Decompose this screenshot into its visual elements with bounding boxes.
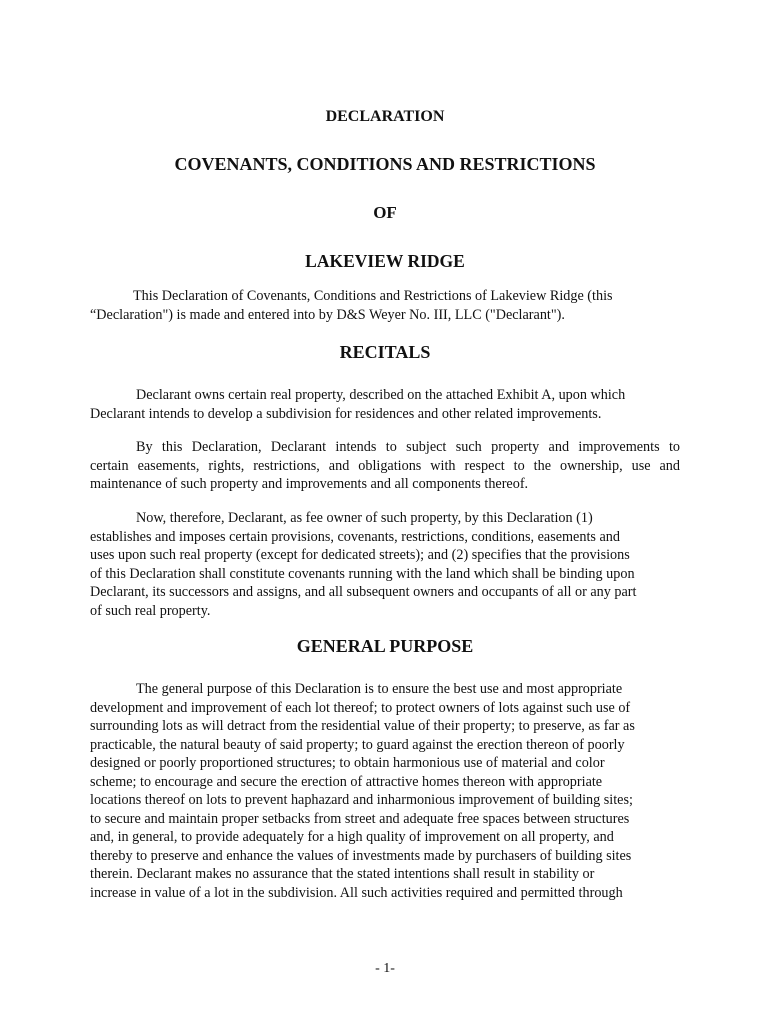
recital-line: of this Declaration shall constitute covenants running with the land which shall be binding upon	[90, 565, 635, 582]
intro-line: This Declaration of Covenants, Conditions and Restrictions of Lakeview Ridge (this	[133, 288, 613, 304]
recital-line: By this Declaration, Declarant intends to subject such property and improvements to	[136, 439, 680, 455]
covenants-heading: COVENANTS, CONDITIONS AND RESTRICTIONS	[174, 154, 596, 174]
recital-line: uses upon such real property (except for dedicated streets); and (2) specifies that the provisions	[90, 547, 630, 563]
recital-line: Declarant owns certain real property, described on the attached Exhibit A, upon which	[136, 387, 626, 403]
general-purpose-line: thereby to preserve and enhance the values of investments made by purchasers of building sites	[90, 847, 632, 864]
general-purpose-line: practicable, the natural beauty of said property; to guard against the erection thereon of poorly	[90, 736, 625, 753]
recital-paragraph-1	[90, 386, 680, 423]
general-purpose-paragraph	[90, 680, 680, 902]
general-purpose-line: scheme; to encourage and secure the erection of attractive homes thereon with appropriate	[90, 773, 603, 790]
recitals-heading: RECITALS	[339, 342, 431, 362]
recital-line: certain easements, rights, restrictions, and obligations with respect to the ownership, use and	[90, 457, 680, 474]
recital-paragraph-3	[90, 509, 680, 620]
general-purpose-line: to secure and maintain proper setbacks from street and adequate free spaces between structures	[90, 810, 630, 827]
general-purpose-line: and, in general, to provide adequately for a high quality of improvement on all property, and	[90, 829, 614, 845]
recital-line: Now, therefore, Declarant, as fee owner of such property, by this Declaration (1)	[136, 510, 593, 526]
general-purpose-line: development and improvement of each lot thereof; to protect owners of lots against such use of	[90, 699, 631, 716]
recital-line: of such real property.	[90, 602, 211, 619]
general-purpose-line: locations thereof on lots to prevent haphazard and inharmonious improvement of building sites;	[90, 792, 633, 808]
general-purpose-line: surrounding lots as will detract from the residential value of their property; to preserve, as far as	[90, 718, 635, 734]
subdivision-name-heading: LAKEVIEW RIDGE	[305, 251, 465, 271]
general-purpose-line: designed or poorly proportioned structures; to obtain harmonious use of material and color	[90, 755, 605, 771]
intro-line: “Declaration") is made and entered into by D&S Weyer No. III, LLC ("Declarant").	[90, 306, 565, 323]
recital-line: maintenance of such property and improvements and all components thereof.	[90, 476, 529, 492]
general-purpose-line: therein. Declarant makes no assurance that the stated intentions shall result in stability or	[90, 866, 595, 882]
of-heading: OF	[373, 203, 397, 222]
intro-paragraph	[90, 287, 680, 324]
recital-line: Declarant intends to develop a subdivision for residences and other related improvements.	[90, 405, 602, 422]
general-purpose-line: increase in value of a lot in the subdivision. All such activities required and permitted through	[90, 884, 623, 901]
general-purpose-line: The general purpose of this Declaration is to ensure the best use and most appropriate	[136, 681, 623, 697]
declaration-heading: DECLARATION	[325, 108, 445, 125]
recital-paragraph-2	[90, 438, 680, 494]
page-number: - 1-	[375, 961, 395, 976]
recital-line: establishes and imposes certain provisions, covenants, restrictions, conditions, easements and	[90, 528, 620, 545]
recital-line: Declarant, its successors and assigns, and all subsequent owners and occupants of all or any part	[90, 584, 637, 600]
general-purpose-heading: GENERAL PURPOSE	[296, 636, 474, 656]
